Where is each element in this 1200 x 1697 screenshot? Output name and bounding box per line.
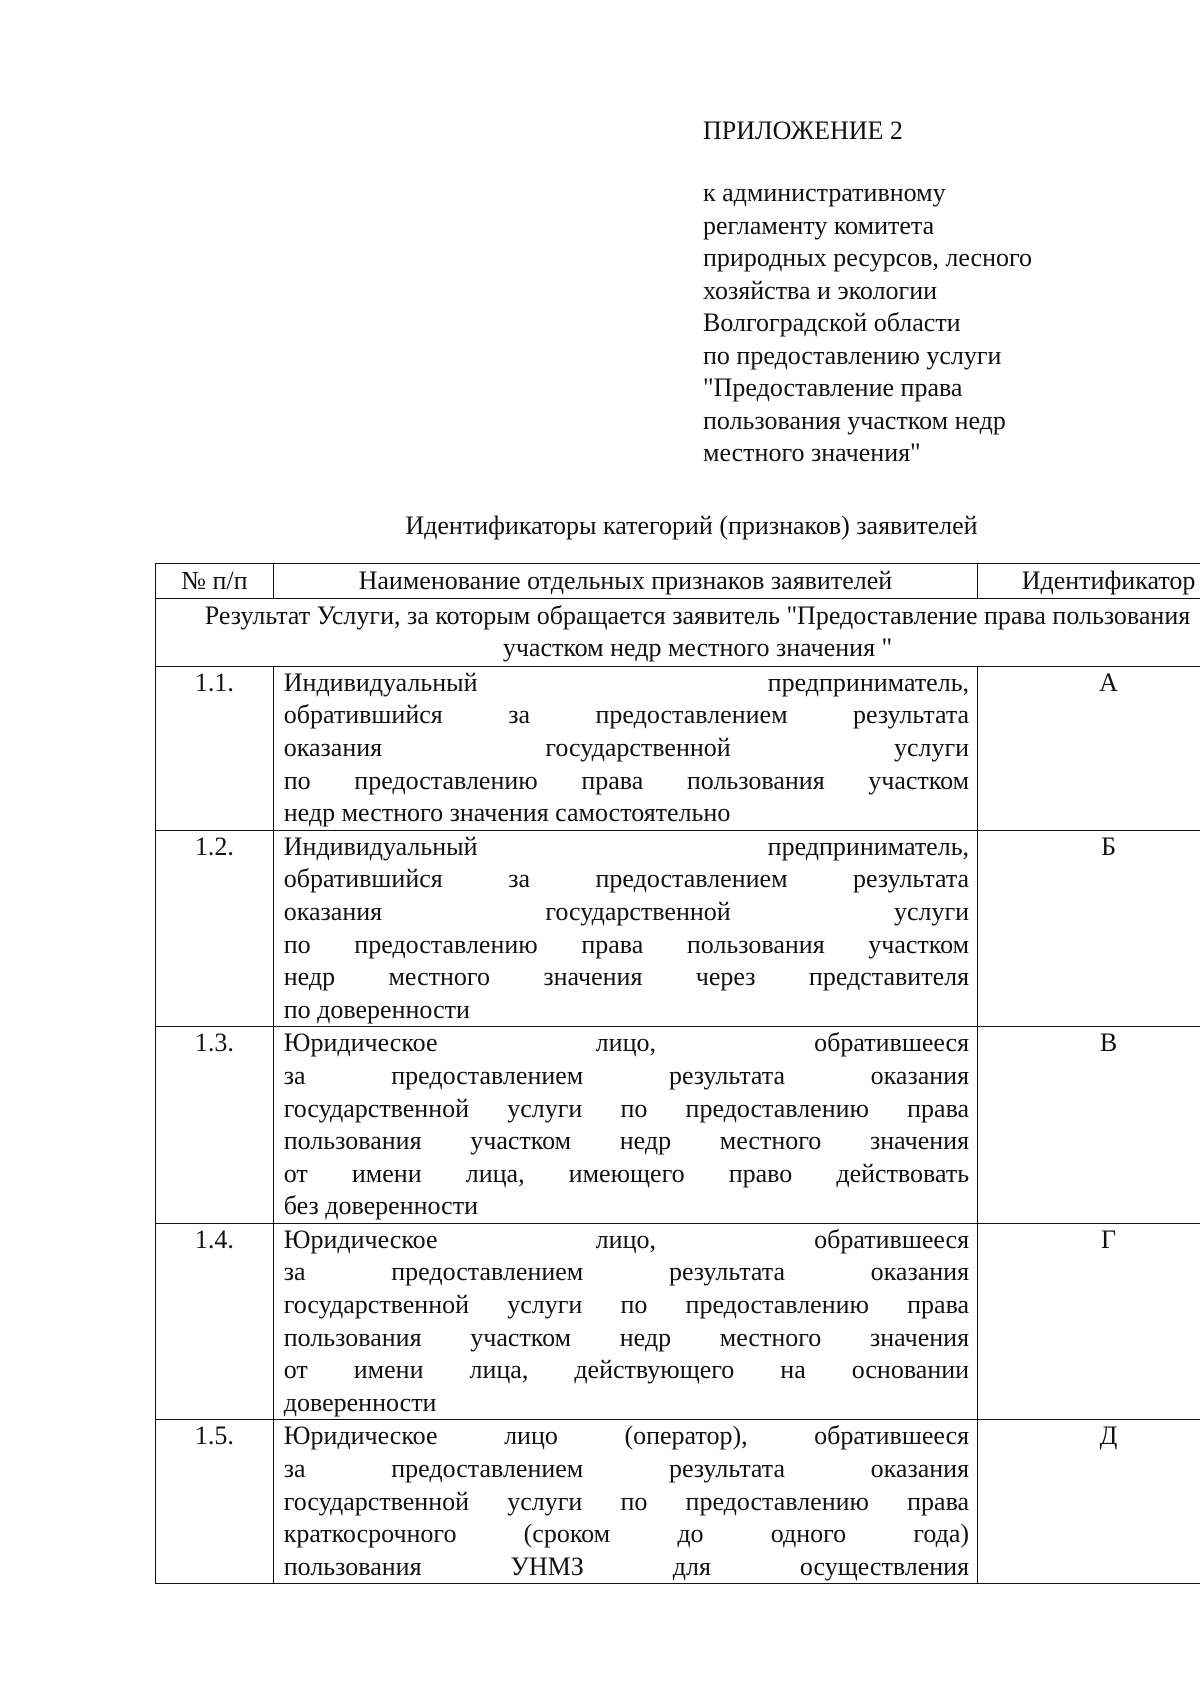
appendix-line: "Предоставление права: [703, 373, 963, 402]
description-line: недр местного значения через представителя: [283, 962, 970, 992]
description-line: за предоставлением результата оказания: [283, 1060, 970, 1090]
appendix-line: природных ресурсов, лесного: [703, 243, 1033, 272]
description-line: по предоставлению права пользования участком: [283, 929, 970, 959]
row-number: 1.2.: [156, 830, 274, 1027]
description-line: Индивидуальный предприниматель,: [283, 831, 970, 861]
appendix-line: хозяйства и экологии: [703, 275, 938, 305]
document-heading: Идентификаторы категорий (признаков) заявителей: [405, 511, 978, 540]
table-header-row: [156, 564, 1200, 599]
row-number: 1.4.: [156, 1223, 274, 1420]
description-line: государственной услуги по предоставлению права: [283, 1093, 970, 1123]
description-line: доверенности: [283, 1387, 437, 1417]
column-header-identifier: Идентификатор: [978, 564, 1200, 599]
table-row: [156, 1223, 1200, 1420]
description-line: за предоставлением результата оказания: [283, 1454, 970, 1484]
description-line: недр местного значения самостоятельно: [283, 798, 731, 828]
description-line: за предоставлением результата оказания: [283, 1257, 970, 1287]
table-row: [156, 1420, 1200, 1584]
description-line: оказания государственной услуги: [283, 896, 970, 926]
table-row: [156, 1027, 1200, 1224]
appendix-line: регламенту комитета: [703, 210, 935, 240]
description-line: Индивидуальный предприниматель,: [283, 667, 970, 697]
row-identifier: А: [978, 666, 1200, 830]
section-caption: Результат Услуги, за которым обращается заявитель "Предоставление права пользования участком недр местного значения ": [156, 598, 1200, 666]
applicant-identifiers-table: [155, 563, 1200, 1584]
row-number: 1.1.: [156, 666, 274, 830]
row-identifier: В: [978, 1027, 1200, 1224]
appendix-line: к административному: [703, 178, 946, 207]
section-row: [156, 598, 1200, 666]
appendix-subtitle: [703, 177, 1143, 470]
row-number: 1.5.: [156, 1420, 274, 1584]
description-line: пользования участком недр местного значения: [283, 1126, 970, 1156]
column-header-name: Наименование отдельных признаков заявителей: [273, 564, 977, 599]
description-line: от имени лица, действующего на основании: [283, 1355, 970, 1385]
table-row: [156, 666, 1200, 830]
description-line: Юридическое лицо (оператор), обратившееся: [283, 1421, 970, 1451]
description-line: без доверенности: [283, 1191, 478, 1221]
appendix-line: пользования участком недр: [703, 405, 1006, 435]
description-line: краткосрочного (сроком до одного года): [283, 1519, 970, 1549]
row-description: [273, 1027, 977, 1224]
description-line: по предоставлению права пользования участком: [283, 765, 970, 795]
description-line: пользования участком недр местного значения: [283, 1322, 970, 1352]
row-description: [273, 1420, 977, 1584]
table-row: [156, 830, 1200, 1027]
appendix-line: по предоставлению услуги: [703, 340, 1002, 370]
description-line: Юридическое лицо, обратившееся: [283, 1028, 970, 1058]
description-line: обратившийся за предоставлением результата: [283, 864, 970, 894]
description-line: Юридическое лицо, обратившееся: [283, 1224, 970, 1254]
description-line: государственной услуги по предоставлению права: [283, 1486, 970, 1516]
row-identifier: Г: [978, 1223, 1200, 1420]
description-line: по доверенности: [283, 994, 470, 1024]
appendix-line: местного значения": [703, 438, 921, 467]
row-description: [273, 666, 977, 830]
description-line: пользования УНМЗ для осуществления: [283, 1551, 970, 1581]
row-identifier: Б: [978, 830, 1200, 1027]
row-identifier: Д: [978, 1420, 1200, 1584]
description-line: обратившийся за предоставлением результата: [283, 700, 970, 730]
row-number: 1.3.: [156, 1027, 274, 1224]
row-description: [273, 830, 977, 1027]
appendix-line: Волгоградской области: [703, 308, 961, 337]
description-line: государственной услуги по предоставлению права: [283, 1290, 970, 1320]
column-header-number: № п/п: [156, 564, 274, 599]
appendix-block: [703, 113, 1143, 470]
description-line: от имени лица, имеющего право действовать: [283, 1158, 970, 1188]
row-description: [273, 1223, 977, 1420]
appendix-title: ПРИЛОЖЕНИЕ 2: [703, 116, 903, 145]
description-line: оказания государственной услуги: [283, 732, 970, 762]
